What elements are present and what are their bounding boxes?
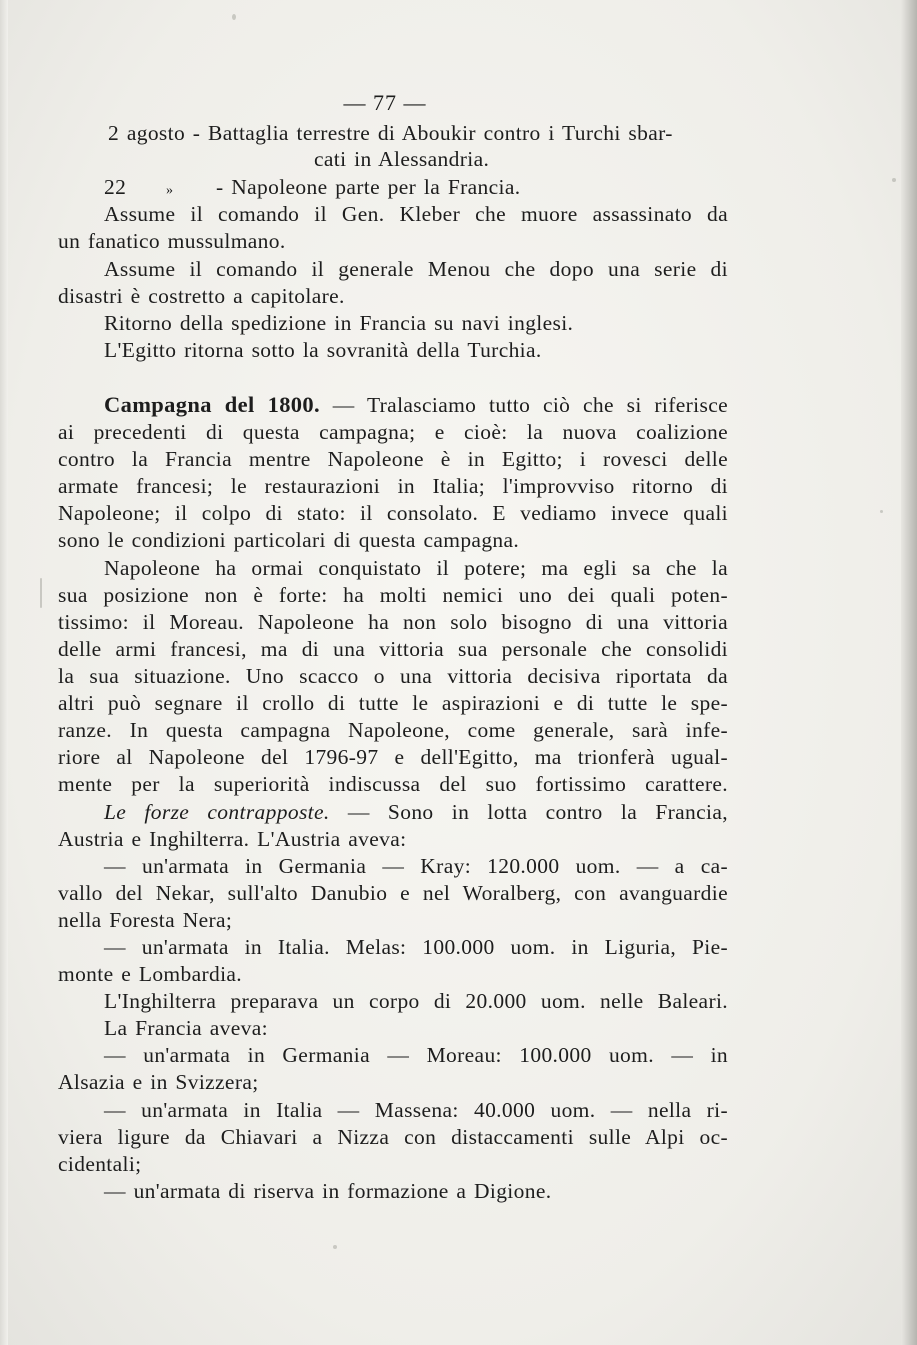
scan-speck bbox=[892, 178, 896, 182]
paragraph-line: delle armi francesi, ma di una vittoria sua personale che consolidi bbox=[58, 637, 728, 661]
section-heading: Campagna del 1800. bbox=[104, 392, 320, 417]
paragraph-line: — un'armata in Germania — Kray: 120.000 uom. — a ca- bbox=[104, 854, 728, 878]
scan-speck bbox=[333, 1245, 337, 1249]
section-forze-contrapposte bbox=[104, 799, 728, 825]
paragraph-line: ranze. In questa campagna Napoleone, come generale, sarà infe- bbox=[58, 718, 728, 742]
paragraph-line: L'Egitto ritorna sotto la sovranità della Turchia. bbox=[104, 338, 542, 362]
scan-speck bbox=[232, 14, 236, 20]
paragraph-line: sono le condizioni particolari di questa campagna. bbox=[58, 528, 520, 552]
paragraph-line: Assume il comando il Gen. Kleber che muore assassinato da bbox=[104, 202, 728, 226]
paragraph-line: vallo del Nekar, sull'alto Danubio e nel Woralberg, con avanguardie bbox=[58, 881, 728, 905]
paragraph-line: — un'armata in Italia — Massena: 40.000 uom. — nella ri- bbox=[104, 1098, 728, 1122]
paragraph-line: viera ligure da Chiavari a Nizza con distaccamenti sulle Alpi oc- bbox=[58, 1125, 728, 1149]
page-left-edge bbox=[0, 0, 8, 1345]
chronology-entry-aboukir bbox=[108, 120, 728, 146]
paragraph-line: — un'armata in Germania — Moreau: 100.000 uom. — in bbox=[104, 1043, 728, 1067]
page-right-edge bbox=[901, 0, 917, 1345]
paragraph-line: sua posizione non è forte: ha molti nemici uno dei quali poten- bbox=[58, 583, 728, 607]
paragraph-line: Austria e Inghilterra. L'Austria aveva: bbox=[58, 827, 407, 851]
ditto-mark: » bbox=[166, 183, 174, 198]
paragraph-line: monte e Lombardia. bbox=[58, 962, 243, 986]
paragraph-line: un fanatico mussulmano. bbox=[58, 229, 286, 253]
paragraph-line: L'Inghilterra preparava un corpo di 20.000 uom. nelle Baleari. bbox=[104, 989, 728, 1013]
paragraph-line: ai precedenti di questa campagna; e cioè: la nuova coalizione bbox=[58, 420, 728, 444]
entry-date: 22 bbox=[104, 175, 127, 199]
paragraph-line: mente per la superiorità indiscussa del suo fortissimo carattere. bbox=[58, 772, 728, 796]
entry-date: 2 agosto bbox=[108, 121, 186, 145]
paragraph-line: la sua situazione. Uno scacco o una vittoria decisiva riportata da bbox=[58, 664, 728, 688]
paragraph-line: Assume il comando il generale Menou che dopo una serie di bbox=[104, 257, 728, 281]
section-text: — Tralasciamo tutto ciò che si riferisce bbox=[332, 393, 728, 417]
chronology-entry-napoleone bbox=[104, 174, 728, 200]
paragraph-line: La Francia aveva: bbox=[104, 1016, 268, 1040]
paragraph-line: disastri è costretto a capitolare. bbox=[58, 284, 345, 308]
paragraph-line: contro la Francia mentre Napoleone è in Egitto; i rovesci delle bbox=[58, 447, 728, 471]
section-campagna-1800 bbox=[104, 392, 728, 418]
paragraph-line: Napoleone; il colpo di stato: il consolato. E vediamo invece quali bbox=[58, 501, 728, 525]
paragraph-line: — un'armata di riserva in formazione a Digione. bbox=[104, 1179, 552, 1203]
paragraph-line: Alsazia e in Svizzera; bbox=[58, 1070, 259, 1094]
entry-text: - Napoleone parte per la Francia. bbox=[216, 175, 521, 199]
paragraph-line: armate francesi; le restaurazioni in Italia; l'improvviso ritorno di bbox=[58, 474, 728, 498]
page-number: — 77 — bbox=[343, 90, 427, 115]
paragraph-line: cidentali; bbox=[58, 1152, 142, 1176]
chronology-entry-aboukir-cont: cati in Alessandria. bbox=[314, 147, 490, 171]
section-heading: Le forze contrapposte. bbox=[104, 800, 330, 824]
paragraph-line: tissimo: il Moreau. Napoleone ha non solo bisogno di una vittoria bbox=[58, 610, 728, 634]
scan-speck bbox=[880, 510, 883, 513]
paragraph-line: — un'armata in Italia. Melas: 100.000 uom. in Liguria, Pie- bbox=[104, 935, 728, 959]
entry-dash: - bbox=[192, 121, 201, 145]
scan-speck bbox=[40, 578, 42, 608]
paragraph-line: riore al Napoleone del 1796-97 e dell'Egitto, ma trionferà ugual- bbox=[58, 745, 728, 769]
paragraph-line: Napoleone ha ormai conquistato il potere; ma egli sa che la bbox=[104, 556, 728, 580]
paragraph-line: altri può segnare il crollo di tutte le aspirazioni e di tutte le spe- bbox=[58, 691, 728, 715]
section-text: — Sono in lotta contro la Francia, bbox=[347, 800, 728, 824]
entry-text: Battaglia terrestre di Aboukir contro i Turchi sbar- bbox=[208, 121, 673, 145]
paragraph-line: nella Foresta Nera; bbox=[58, 908, 233, 932]
paragraph-line: Ritorno della spedizione in Francia su navi inglesi. bbox=[104, 311, 574, 335]
